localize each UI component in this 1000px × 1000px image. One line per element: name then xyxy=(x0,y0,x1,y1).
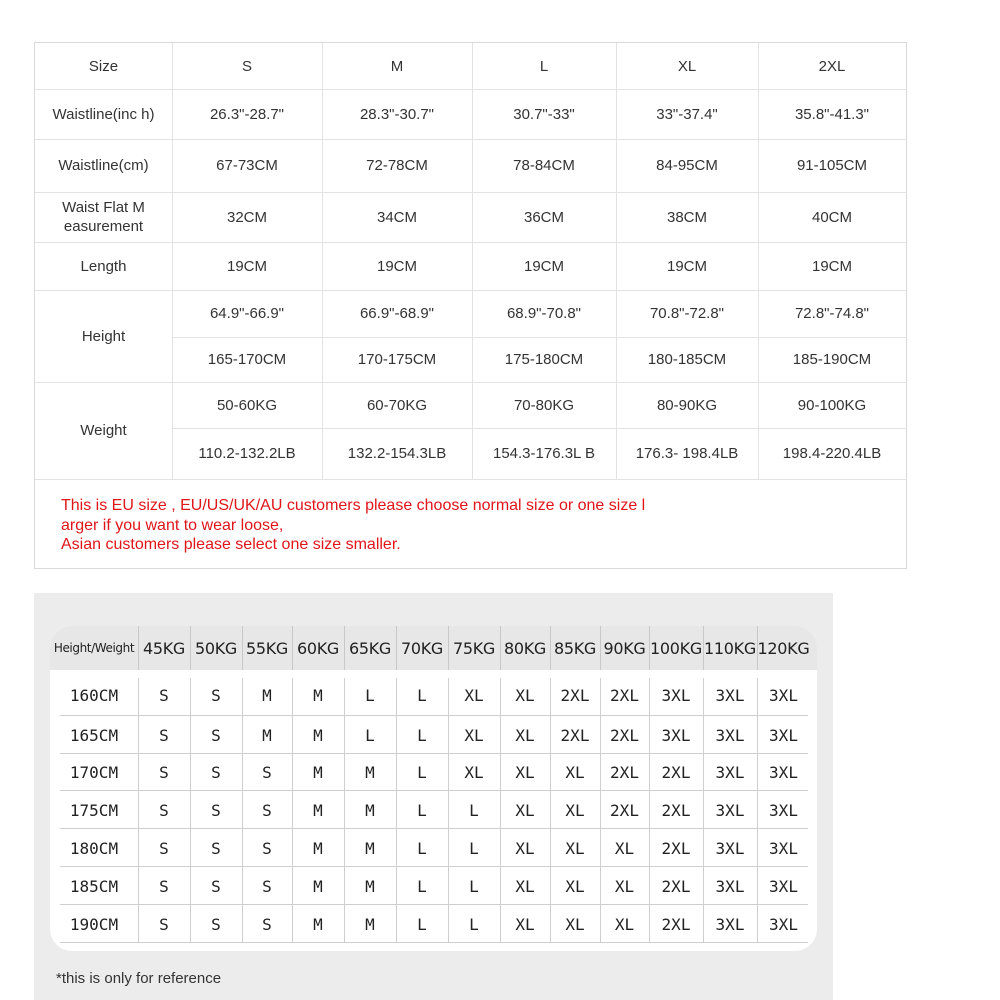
size-cell: 38CM xyxy=(666,208,707,226)
size-cell: 78-84CM xyxy=(513,157,575,174)
size-cell: 32CM xyxy=(226,208,267,226)
recommended-size: S xyxy=(159,914,169,934)
recommended-size: 3XL xyxy=(715,800,745,820)
height-cm-cell: 185-190CM xyxy=(792,351,872,368)
weight-lb-cell: 132.2-154.3LB xyxy=(347,445,447,462)
recommend-table xyxy=(50,626,817,951)
recommended-size: 3XL xyxy=(715,914,745,934)
header-divider xyxy=(600,626,601,670)
recommended-size: 2XL xyxy=(610,763,639,782)
height-label: Height xyxy=(81,327,126,345)
weight-lb-cell: 176.3- 198.4LB xyxy=(635,445,739,462)
recommended-size: 3XL xyxy=(769,763,798,782)
height-row-label: 180CM xyxy=(69,838,119,858)
recommended-size: M xyxy=(313,838,323,858)
weight-kg-cell: 70-80KG xyxy=(513,396,575,414)
size-cell: 26.3"-28.7" xyxy=(209,105,285,123)
size-note xyxy=(61,496,821,555)
size-cell: 19CM xyxy=(523,257,564,275)
weight-header: 90KG xyxy=(603,638,646,658)
recommended-size: XL xyxy=(614,838,635,858)
recommended-size: XL xyxy=(515,838,535,858)
row-label: Waist Flat M easurement xyxy=(62,199,145,235)
recommended-size: M xyxy=(365,763,375,782)
recommended-size: 3XL xyxy=(715,838,745,858)
recommended-size: M xyxy=(365,914,375,934)
recommended-size: S xyxy=(211,685,221,705)
recommended-size: S xyxy=(159,876,169,896)
size-note-line: arger if you want to wear loose, xyxy=(61,516,284,534)
recommended-size: L xyxy=(365,685,375,705)
weight-header: 80KG xyxy=(503,638,547,658)
header-divider xyxy=(649,626,650,670)
row-label: Length xyxy=(80,257,127,275)
recommended-size: L xyxy=(417,876,427,896)
recommended-size: XL xyxy=(565,800,585,820)
size-cell: 30.7"-33" xyxy=(513,105,575,123)
recommended-size: XL xyxy=(464,725,484,745)
recommended-size: S xyxy=(159,763,169,782)
size-cell: 28.3"-30.7" xyxy=(359,105,435,123)
recommended-size: XL xyxy=(515,914,535,934)
recommended-size: 2XL xyxy=(610,685,639,705)
recommended-size: L xyxy=(469,838,479,858)
weight-lb-cell: 110.2-132.2LB xyxy=(198,445,296,462)
header-divider xyxy=(292,626,293,670)
recommended-size: 2XL xyxy=(661,876,691,896)
size-header-xl: XL xyxy=(677,57,697,75)
recommended-size: M xyxy=(262,685,272,705)
weight-kg-cell: 80-90KG xyxy=(656,396,718,414)
size-note-line: Asian customers please select one size smaller. xyxy=(61,536,401,553)
size-cell: 34CM xyxy=(376,208,417,226)
recommended-size: M xyxy=(313,914,323,934)
size-cell: 91-105CM xyxy=(796,157,868,174)
recommended-size: M xyxy=(365,838,375,858)
height-cm-cell: 165-170CM xyxy=(207,351,287,368)
recommended-size: 3XL xyxy=(769,725,798,745)
recommended-size: XL xyxy=(515,876,535,896)
recommended-size: S xyxy=(262,876,272,896)
height-row-label: 185CM xyxy=(69,876,119,896)
recommended-size: XL xyxy=(565,876,585,896)
recommended-size: M xyxy=(365,800,375,820)
size-cell: 19CM xyxy=(811,257,852,275)
size-header-2xl: 2XL xyxy=(818,57,846,75)
recommended-size: 3XL xyxy=(715,876,745,896)
recommended-size: S xyxy=(262,914,272,934)
size-cell: 40CM xyxy=(811,208,852,226)
row-label: Waistline(inc h) xyxy=(52,105,155,123)
recommended-size: S xyxy=(211,914,221,934)
height-inch-cell: 72.8"-74.8" xyxy=(794,305,870,322)
weight-kg-cell: 60-70KG xyxy=(366,396,428,414)
height-inch-cell: 64.9"-66.9" xyxy=(209,305,285,322)
recommended-size: S xyxy=(262,763,272,782)
height-inch-cell: 66.9"-68.9" xyxy=(359,305,435,322)
reference-footnote: *this is only for reference xyxy=(56,970,222,987)
recommended-size: 3XL xyxy=(715,725,745,745)
recommended-size: M xyxy=(365,876,375,896)
header-divider xyxy=(448,626,449,670)
size-cell: 19CM xyxy=(376,257,417,275)
recommended-size: L xyxy=(417,763,427,782)
weight-kg-cell: 50-60KG xyxy=(216,396,278,414)
weight-header: 50KG xyxy=(194,638,238,658)
recommended-size: 2XL xyxy=(661,838,691,858)
weight-label: Weight xyxy=(80,422,127,439)
header-divider xyxy=(550,626,551,670)
recommended-size: S xyxy=(159,725,169,745)
recommended-size: S xyxy=(211,876,221,896)
recommended-size: 2XL xyxy=(560,725,590,745)
weight-lb-cell: 198.4-220.4LB xyxy=(782,445,882,462)
recommended-size: S xyxy=(211,725,221,745)
weight-lb-cell: 154.3-176.3L B xyxy=(492,445,596,462)
height-cm-cell: 175-180CM xyxy=(504,351,584,368)
recommended-size: L xyxy=(417,838,427,858)
height-inch-cell: 68.9"-70.8" xyxy=(506,305,582,322)
height-inch-cell: 70.8"-72.8" xyxy=(649,305,725,322)
recommended-size: L xyxy=(417,800,427,820)
height-row-label: 175CM xyxy=(69,800,119,820)
size-header-l: L xyxy=(539,57,549,75)
recommended-size: 3XL xyxy=(715,763,745,782)
header-divider xyxy=(757,626,758,670)
weight-header: 55KG xyxy=(245,638,289,658)
recommended-size: 3XL xyxy=(769,685,798,705)
recommended-size: 3XL xyxy=(715,685,745,705)
height-row-label: 170CM xyxy=(69,763,119,782)
recommended-size: L xyxy=(417,725,427,745)
weight-header: 65KG xyxy=(348,638,392,658)
recommended-size: L xyxy=(417,914,427,934)
header-divider xyxy=(190,626,191,670)
header-divider xyxy=(500,626,501,670)
recommended-size: M xyxy=(313,725,323,745)
header-divider xyxy=(242,626,243,670)
recommended-size: 2XL xyxy=(661,763,691,782)
recommended-size: XL xyxy=(614,876,635,896)
size-header-s: S xyxy=(241,57,252,75)
recommended-size: S xyxy=(211,838,221,858)
weight-header: 45KG xyxy=(142,638,186,658)
size-cell: 72-78CM xyxy=(366,157,428,174)
size-cell: 36CM xyxy=(523,208,564,226)
height-cm-cell: 180-185CM xyxy=(647,351,727,368)
height-row-label: 165CM xyxy=(69,725,119,745)
recommended-size: 3XL xyxy=(661,725,691,745)
size-cell: 67-73CM xyxy=(216,157,278,174)
recommended-size: L xyxy=(417,685,427,705)
size-header-m: M xyxy=(390,57,404,75)
header-divider xyxy=(138,626,139,670)
recommended-size: XL xyxy=(515,685,535,705)
weight-kg-cell: 90-100KG xyxy=(797,396,867,414)
weight-header: 75KG xyxy=(452,638,496,658)
weight-header: 85KG xyxy=(553,638,597,658)
recommended-size: XL xyxy=(464,685,484,705)
height-cm-cell: 170-175CM xyxy=(357,351,437,368)
recommended-size: M xyxy=(313,876,323,896)
recommended-size: 3XL xyxy=(769,838,798,858)
size-cell: 84-95CM xyxy=(656,157,718,174)
recommended-size: L xyxy=(469,876,479,896)
recommended-size: XL xyxy=(515,800,535,820)
recommended-size: XL xyxy=(565,914,585,934)
recommended-size: S xyxy=(211,763,221,782)
header-divider xyxy=(344,626,345,670)
recommended-size: L xyxy=(469,800,479,820)
height-row-label: 160CM xyxy=(69,685,119,705)
weight-header: 60KG xyxy=(296,638,340,658)
row-divider xyxy=(35,479,906,480)
recommended-size: M xyxy=(313,763,323,782)
recommended-size: 3XL xyxy=(769,914,798,934)
recommended-size: S xyxy=(211,800,221,820)
size-note-line: This is EU size , EU/US/UK/AU customers please choose normal size or one size l xyxy=(61,497,646,514)
recommended-size: S xyxy=(159,800,169,820)
header-divider xyxy=(396,626,397,670)
weight-header: 100KG xyxy=(650,638,702,658)
recommended-size: S xyxy=(262,838,272,858)
recommended-size: 2XL xyxy=(560,685,590,705)
recommended-size: XL xyxy=(515,725,535,745)
size-cell: 19CM xyxy=(666,257,707,275)
weight-header: 110KG xyxy=(704,638,756,658)
recommended-size: XL xyxy=(614,914,635,934)
size-table xyxy=(34,42,907,569)
recommended-size: L xyxy=(469,914,479,934)
recommended-size: 2XL xyxy=(661,800,691,820)
recommended-size: XL xyxy=(565,763,585,782)
recommended-size: S xyxy=(262,800,272,820)
corner-label: Height/Weight xyxy=(53,641,135,655)
row-label: Waistline(cm) xyxy=(58,157,149,174)
recommended-size: L xyxy=(365,725,375,745)
recommended-size: 3XL xyxy=(661,685,691,705)
recommended-size: S xyxy=(159,685,169,705)
recommended-size: S xyxy=(159,838,169,858)
height-row-label: 190CM xyxy=(69,914,119,934)
recommended-size: M xyxy=(262,725,272,745)
recommended-size: XL xyxy=(515,763,535,782)
recommended-size: 2XL xyxy=(610,800,639,820)
size-cell: 19CM xyxy=(226,257,267,275)
recommended-size: XL xyxy=(464,763,484,782)
recommended-size: 3XL xyxy=(769,800,798,820)
recommended-size: 2XL xyxy=(610,725,639,745)
size-cell: 35.8"-41.3" xyxy=(794,105,870,123)
header-divider xyxy=(703,626,704,670)
recommend-panel xyxy=(34,593,833,1000)
recommended-size: 3XL xyxy=(769,876,798,896)
recommended-size: M xyxy=(313,800,323,820)
size-cell: 33"-37.4" xyxy=(656,105,718,123)
recommended-size: 2XL xyxy=(661,914,691,934)
weight-header: 70KG xyxy=(400,638,444,658)
recommended-size: M xyxy=(313,685,323,705)
recommended-size: XL xyxy=(565,838,585,858)
size-header-label: Size xyxy=(88,57,119,75)
weight-header: 120KG xyxy=(757,638,810,658)
